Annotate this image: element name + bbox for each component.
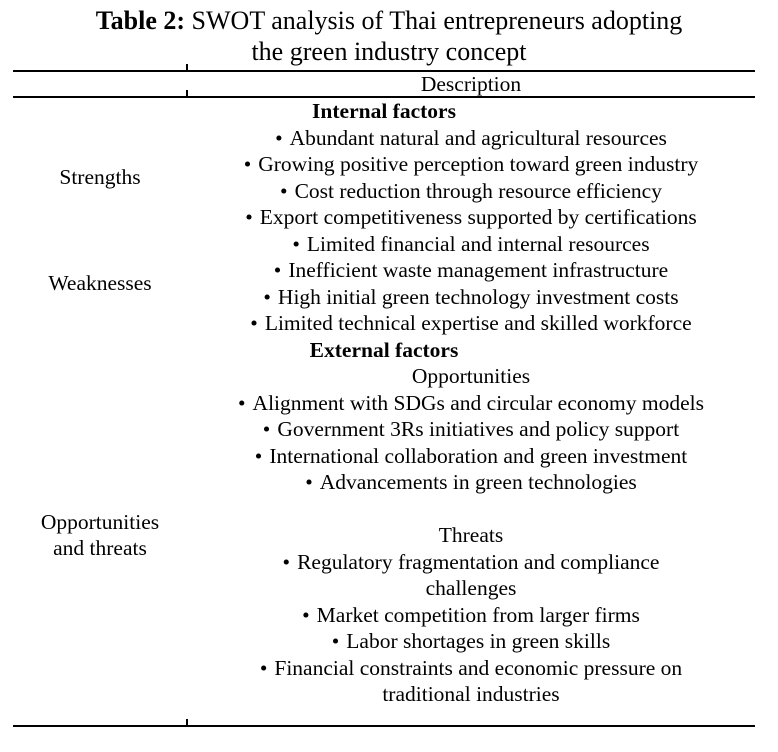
bullet-icon: • <box>243 152 252 176</box>
bullet-item <box>187 125 755 152</box>
row-label-weaknesses <box>13 231 187 337</box>
bullet-icon: • <box>245 205 253 229</box>
table-title-line1 <box>0 5 778 36</box>
bullet-icon: • <box>238 390 246 415</box>
bullet-item <box>187 284 755 311</box>
bullet-item <box>187 151 755 178</box>
bullet-icon: • <box>263 284 271 309</box>
table-title <box>0 5 778 67</box>
bullet-icon: • <box>302 602 310 627</box>
row-label-text: Weaknesses <box>48 271 152 296</box>
bullet-text: Labor shortages in green skills <box>346 629 611 653</box>
bullet-text: Advancements in green technologies <box>319 470 637 494</box>
opportunities-threats-content <box>187 363 755 708</box>
bullet-text: Inefficient waste management infrastructure <box>288 258 669 282</box>
strengths-row <box>13 125 755 231</box>
bullet-icon: • <box>254 443 263 468</box>
bullet-text: Abundant natural and agricultural resources <box>289 125 667 150</box>
table-body <box>13 98 755 708</box>
bullet-icon: • <box>282 549 291 574</box>
row-label-strengths <box>13 125 187 231</box>
weaknesses-content <box>187 231 755 337</box>
bullet-item <box>187 257 755 284</box>
bullet-item <box>187 231 755 258</box>
bullet-item <box>187 390 755 417</box>
bullet-continuation-line: challenges <box>425 576 517 600</box>
opportunities-subheader: Opportunities <box>411 364 531 388</box>
bullet-item <box>187 628 755 655</box>
bullet-text: Government 3Rs initiatives and policy support <box>277 417 680 441</box>
bullet-item <box>187 602 755 629</box>
column-header-description: Description <box>420 72 522 96</box>
bullet-icon: • <box>262 417 271 441</box>
bullet-item <box>187 443 755 470</box>
opportunities-threats-row <box>13 363 755 708</box>
bullet-icon: • <box>280 178 288 203</box>
bullet-text: Limited technical expertise and skilled workforce <box>264 311 692 335</box>
bullet-item <box>187 549 755 576</box>
external-factors-header: External factors <box>309 337 459 362</box>
strengths-content <box>187 125 755 231</box>
bullet-icon: • <box>250 311 258 335</box>
bullet-text: International collaboration and green investment <box>269 443 688 468</box>
table-number-label: Table 2: <box>95 6 186 35</box>
weaknesses-row <box>13 231 755 337</box>
table-title-line2: the green industry concept <box>251 37 527 66</box>
bullet-item <box>187 416 755 443</box>
threats-subheader: Threats <box>438 523 504 547</box>
column-divider-tick <box>186 719 188 725</box>
bullet-text: Growing positive perception toward green industry <box>258 152 699 176</box>
row-label-text: Strengths <box>59 165 141 190</box>
bullet-text: Alignment with SDGs and circular economy models <box>252 390 704 415</box>
bullet-icon: • <box>259 655 268 680</box>
bullet-icon: • <box>275 125 283 150</box>
bullet-icon: • <box>305 470 313 494</box>
bullet-icon: • <box>292 231 300 256</box>
bullet-text: Cost reduction through resource efficiency <box>294 178 662 203</box>
bullet-continuation-line: traditional industries <box>382 682 560 706</box>
bullet-item <box>187 204 755 231</box>
table-title-text: SWOT analysis of Thai entrepreneurs adopting <box>185 6 683 35</box>
bullet-item <box>187 469 755 496</box>
bullet-text: High initial green technology investment costs <box>277 284 679 309</box>
bullet-text: Export competitiveness supported by certifications <box>259 205 697 229</box>
internal-factors-header: Internal factors <box>312 99 456 123</box>
bullet-text: Regulatory fragmentation and compliance <box>297 549 660 574</box>
row-label-opportunities-threats <box>13 363 187 708</box>
bullet-text: Limited financial and internal resources <box>306 231 650 256</box>
bullet-icon: • <box>273 258 282 282</box>
blank-spacer <box>187 496 755 523</box>
bullet-text: Market competition from larger firms <box>316 602 640 627</box>
row-label-text: Opportunities and threats <box>40 509 160 561</box>
bullet-item <box>187 310 755 337</box>
bullet-item <box>187 178 755 205</box>
bullet-text: Financial constraints and economic pressure on <box>274 655 683 680</box>
column-divider-tick <box>186 64 188 70</box>
bullet-item <box>187 655 755 682</box>
bullet-icon: • <box>331 629 340 653</box>
bottom-rule <box>13 725 755 727</box>
